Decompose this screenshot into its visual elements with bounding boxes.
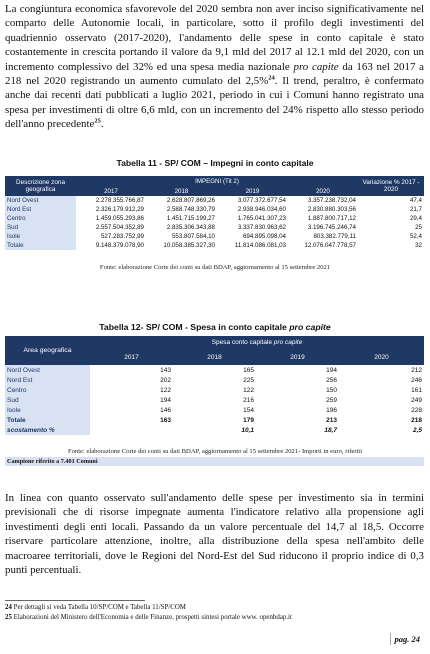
- table12-year-2019: 2019: [256, 349, 339, 365]
- cell: 10,1: [241, 426, 254, 434]
- row-label: Isole: [5, 405, 90, 415]
- cell: 11.814.086.081,03: [234, 242, 286, 249]
- table-row: [5, 214, 424, 223]
- table-row-total: [5, 241, 424, 250]
- table-row: [5, 232, 424, 241]
- table11-year-2018: 2018: [146, 187, 217, 196]
- table-row: [5, 223, 424, 232]
- table-row: [5, 205, 424, 214]
- page-number: pag. 24: [390, 633, 425, 645]
- table-row: [5, 196, 424, 205]
- cell: 249: [411, 396, 422, 404]
- cell: 1.451.715.199,27: [166, 215, 215, 222]
- cell: 212: [411, 366, 422, 374]
- cell: 3.337.830.963,62: [237, 224, 286, 231]
- closing-paragraph: In linea con quanto osservato sull'andamento delle spese per investimento sia in termini previsionali che di risorse impegnate aumenta l'indicatore relativo alla propensione agli investimenti degli enti locali. Passando da un valore percentuale del 14,7 al 18,5. Occorre riservare particolare attenzione, inoltre, alla distribuzione della spesa nell'ambito delle macroaree territoriali, dove le Regioni del Nord-Est del Sud riducono il proprio indice di 0,3 punti percentuali.: [5, 492, 424, 577]
- cell: 1.765.041.307,23: [237, 215, 286, 222]
- intro-text-b: da 163 nel 2017 a 218 nel 2020 registrando un aumento cumulato del 2,5%: [5, 60, 424, 88]
- cell: 122: [160, 386, 171, 394]
- cell: 1.887.800.717,12: [307, 215, 356, 222]
- table12-head-group: [90, 336, 424, 349]
- table11-year-2019: 2019: [217, 187, 288, 196]
- cell-variation: 25: [415, 224, 422, 231]
- cell: 259: [326, 396, 337, 404]
- table11-head-area: Descrizione zona geografica: [5, 176, 76, 196]
- intro-text-italic: pro capite: [293, 60, 339, 73]
- cell: 196: [326, 406, 337, 414]
- cell: 694.895.098,04: [242, 233, 286, 240]
- cell: 179: [243, 416, 254, 424]
- cell-variation: 21,7: [409, 206, 422, 213]
- cell: 216: [243, 396, 254, 404]
- table11-head-variation: Variazione % 2017 - 2020: [358, 176, 424, 196]
- cell: 527.283.752,99: [100, 233, 144, 240]
- cell: 2.278.355.766,87: [95, 197, 144, 204]
- table11-year-2020: 2020: [288, 187, 358, 196]
- footnote-text: Elaborazioni del Ministero dell'Economia e delle Finanze, prospetti sintesi portale www. openbdap.it: [11, 614, 292, 621]
- table12-title-text: Tabella 12- SP/ COM - Spesa in conto capitale: [99, 322, 290, 332]
- table-row: [5, 375, 424, 385]
- row-label: Sud: [5, 223, 76, 232]
- cell: 165: [243, 366, 254, 374]
- row-label: Sud: [5, 395, 90, 405]
- cell: 553.807.584,10: [171, 233, 215, 240]
- cell: 12.076.047.778,57: [304, 242, 356, 249]
- footnote-ref-25[interactable]: 25: [94, 117, 101, 125]
- cell: 3.357.238.732,04: [307, 197, 356, 204]
- table11-title: Tabella 11 - SP/ COM – Impegni in conto capitale: [116, 158, 314, 168]
- table12: [5, 336, 424, 435]
- cell: 803.382.779,11: [313, 233, 356, 240]
- footnote-text: Per dettagli si veda Tabella 10/SP/COM e Tabella 11/SP/COM: [11, 604, 186, 611]
- cell: 2.835.306.343,88: [166, 224, 215, 231]
- intro-text-a: La congiuntura economica sfavorevole del 2020 sembra non aver inciso significativamente nel comparto delle Autonomie locali, in particolare, sotto il profilo degli investimenti del quadriennio osservato (2017-2020), l'andamento delle spese in conto capitale è stato costantemente in crescita portando il valore da 9,1 mld del 2017 al 12.1 mld del 2020, con un incremento complessivo del 32% ed una spesa media nazionale: [5, 3, 424, 73]
- cell: 146: [160, 406, 171, 414]
- table12-title-italic: pro capite: [289, 322, 331, 332]
- table-row: [5, 385, 424, 395]
- cell: [90, 425, 173, 435]
- cell: 202: [160, 376, 171, 384]
- cell: 194: [160, 396, 171, 404]
- row-label: Totale: [5, 241, 76, 250]
- row-label: Centro: [5, 385, 90, 395]
- cell: 228: [411, 406, 422, 414]
- cell-variation: 32: [415, 242, 422, 249]
- cell: 2.588.748.330,79: [166, 206, 215, 213]
- cell: 122: [243, 386, 254, 394]
- table12-year-2017: 2017: [90, 349, 173, 365]
- table12-sample-note: Campione riferito a 7.401 Comuni: [5, 457, 424, 466]
- footnote-number: 24: [5, 604, 12, 611]
- footnote-number: 25: [5, 614, 12, 621]
- table11-source: Fonte: elaborazione Corte dei conti su dati BDAP, aggiornamento al 15 settembre 2021: [99, 264, 331, 271]
- cell: 256: [326, 376, 337, 384]
- cell: 163: [160, 416, 171, 424]
- table12-year-2018: 2018: [173, 349, 256, 365]
- table-row: [5, 365, 424, 375]
- cell: 2,5: [412, 426, 422, 434]
- cell: 194: [326, 366, 337, 374]
- table11-year-2017: 2017: [76, 187, 146, 196]
- cell: 10.058.385.327,30: [163, 242, 215, 249]
- row-label: Nord Est: [5, 205, 76, 214]
- cell: 3.077.372.677,54: [237, 197, 286, 204]
- cell: 2.628.807.869,26: [166, 197, 215, 204]
- cell-variation: 47,4: [409, 197, 422, 204]
- cell: 213: [326, 416, 337, 424]
- cell: 2.830.880.303,56: [307, 206, 356, 213]
- table-row: [5, 395, 424, 405]
- intro-paragraph: [5, 2, 424, 132]
- cell: 1.459.055.293,86: [95, 215, 144, 222]
- table12-title: [0, 322, 430, 332]
- table-row-deviation: [5, 425, 424, 435]
- cell: 161: [411, 386, 422, 394]
- table-row: [5, 405, 424, 415]
- cell: 2.326.179.912,29: [95, 206, 144, 213]
- table12-head-group-text: Spesa conto capitale: [211, 339, 274, 346]
- intro-text-d: .: [100, 118, 104, 131]
- footnote-ref-24[interactable]: 24: [268, 74, 275, 82]
- row-label: Centro: [5, 214, 76, 223]
- cell-variation: 29,4: [409, 215, 422, 222]
- cell: 218: [411, 416, 422, 424]
- table11: [5, 176, 424, 250]
- table12-head-group-italic: pro capite: [273, 339, 303, 346]
- row-label: Nord Ovest: [5, 365, 90, 375]
- cell: 150: [326, 386, 337, 394]
- row-label: Totale: [5, 415, 90, 425]
- row-label: Isole: [5, 232, 76, 241]
- footnote-25: [5, 613, 292, 622]
- cell: 2.938.946.034,60: [237, 206, 286, 213]
- cell: 246: [411, 376, 422, 384]
- cell: 2.557.504.352,89: [95, 224, 144, 231]
- row-label: scostamento %: [5, 425, 90, 435]
- cell: 154: [243, 406, 254, 414]
- footnote-divider: [5, 600, 145, 601]
- cell: 143: [160, 366, 171, 374]
- row-label: Nord Ovest: [5, 196, 76, 205]
- cell-variation: 52,4: [409, 233, 422, 240]
- table11-head-group: IMPEGNI (Tit 2): [76, 176, 358, 187]
- table-row-total: [5, 415, 424, 425]
- table12-head-area: Area geografica: [5, 336, 90, 365]
- table12-year-2020: 2020: [339, 349, 424, 365]
- table12-source: Fonte: elaborazione Corte dei conti su dati BDAP, aggiornamento al 15 settembre 2021- Importi in euro, riferiti: [67, 448, 363, 455]
- row-label: Nord Est: [5, 375, 90, 385]
- cell: 3.196.745.246,74: [307, 224, 356, 231]
- cell: 9.148.379.078,90: [95, 242, 144, 249]
- cell: 18,7: [324, 426, 337, 434]
- cell: 225: [243, 376, 254, 384]
- footnote-24: [5, 603, 186, 612]
- intro-text-c: . Il trend, peraltro, è confermato anche dai recenti dati pubblicati a luglio 2021, periodo in cui i Comuni hanno registrato una spesa per investimenti di oltre 6,6 mld, con un incremento del 24% rispetto allo stesso periodo dell'anno precedente: [5, 75, 424, 131]
